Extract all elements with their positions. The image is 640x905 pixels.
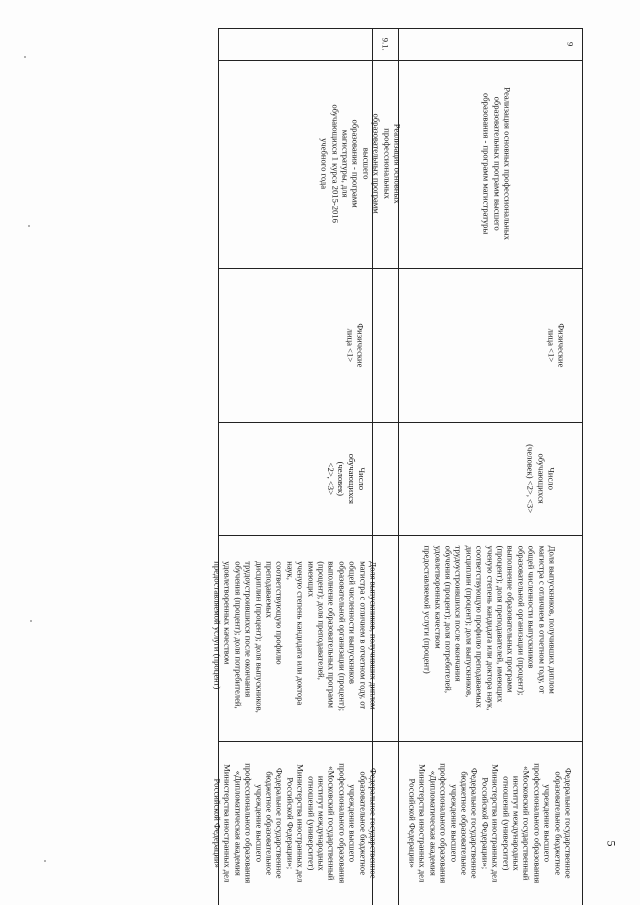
table-border [582,28,583,905]
scan-speck [24,56,26,58]
item-category-cell [338,268,372,422]
table-border [218,28,582,29]
item-volume-cell [320,422,372,535]
section-name-cell [398,60,582,268]
item-quality-cell [212,535,379,741]
top-institutions: Федеральное государственное образовательное бюджетное учреждение высшего профессионального образования «Московский государственный институт международных отношений (университет) Министерства иностранных дел Российской Федерации»; Федеральное государственное бюджетное образовательное учреждение высшего профессионального образования «Дипломатическая академия Министерства иностранных дел Российской Федерации» [407,763,574,883]
section-name: Реализация основных профессиональных образовательных программ высшего образования - программ магистратуры [481,87,513,241]
scan-speck [30,620,32,622]
top-quality-cell [398,535,582,741]
item-quality: Доля выпускников, получивших диплом магистра с отличием в отчетном году, от общей численности выпускников образовательной организации (процент); выполнение образовательных программ (процент); доля преподавателей, имеющих ученую степень кандидата или доктора наук, соответствующую профилю преподаваемых дисциплин (процент); доля выпускников, трудоустроившихся после окончания обучения (процент); доля потребителей, удовлетворенных качеством предоставляемой услуги (процент) [212,561,379,713]
scan-speck [28,225,30,227]
item-number-cell [372,28,398,60]
top-category: Физические лица <1> [546,322,567,368]
item-volume: Число обучающихся (человек) <2>, <3> [325,453,367,504]
section-number: 9 [565,41,576,47]
item-category: Физические лица <1> [345,322,366,368]
item-institutions-cell [212,741,379,905]
item-name: Реализация основных профессиональных образовательных программ высшего образования - программ магистратуры, для обучающихся 1 курса 2015-2016 учебного года [319,104,403,224]
top-volume-cell [500,422,582,535]
top-volume: Число обучающихся (человек) <2>, <3> [525,444,557,513]
table-border [218,268,582,269]
item-number: 9.1. [380,37,391,51]
page-number: 5 [604,840,619,847]
section-number-cell [558,28,582,60]
item-institutions: Федеральное государственное образовательное бюджетное учреждение высшего профессионального образования «Московский государственный институт международных отношений (университет) Министерства иностранных дел Российской Федерации»; Федеральное государственное бюджетное образовательное учреждение высшего профессионального образования «Дипломатическая академия Министерства иностранных дел Российской Федерации» [212,763,379,883]
top-quality: Доля выпускников, получивших диплом магистра с отличием в отчетном году, от общей численности выпускников образовательной организации (процент); выполнение образовательных программ (процент); доля преподавателей, имеющих ученую степень кандидата или доктора наук, соответствующую профилю преподаваемых дисциплин (процент); доля выпускников, трудоустроившихся после окончания обучения (процент); доля потребителей, удовлетворенных качеством предоставляемой услуги (процент) [422,546,558,711]
top-category-cell [530,268,582,422]
top-institutions-cell [398,741,582,905]
item-name-cell [300,60,403,268]
scan-speck [44,860,46,862]
